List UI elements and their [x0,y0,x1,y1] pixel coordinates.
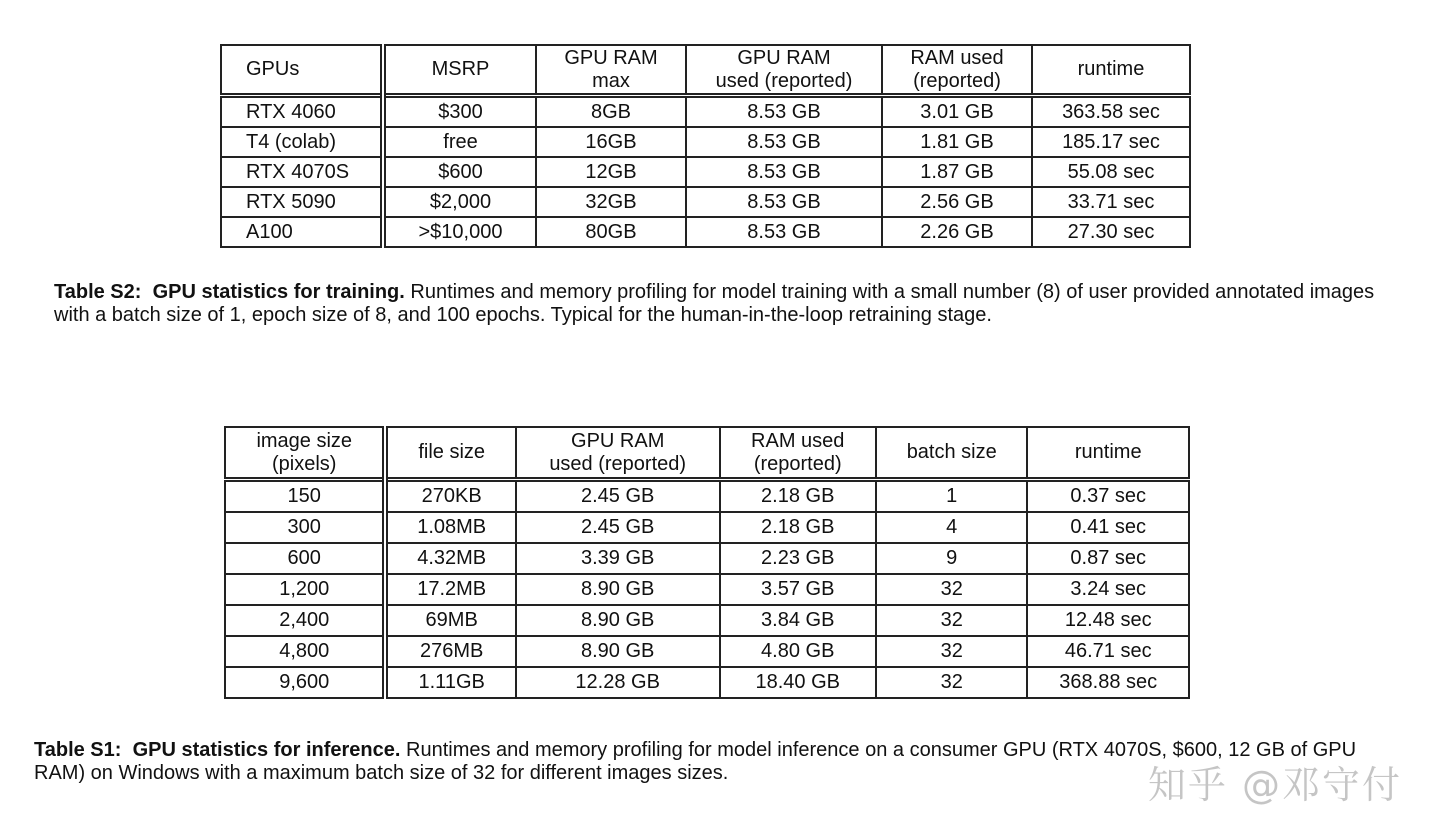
cell-runtime: 0.41 sec [1027,512,1189,543]
cell-runtime: 0.87 sec [1027,543,1189,574]
cell-gpu-ram-max: 12GB [536,157,686,187]
cell-runtime: 46.71 sec [1027,636,1189,667]
cell-image-size: 600 [225,543,385,574]
header-ram-used: RAM used (reported) [720,427,876,480]
table-row [221,187,1190,217]
cell-ram-used: 4.80 GB [720,636,876,667]
cell-batch-size: 32 [876,605,1027,636]
caption-text: Runtimes and memory profiling for model inference on a consumer GPU (RTX 4070S, $600, 12 GB of GPU RAM) on Windows with a maximum batch size of 32 for different images sizes. [34,739,1357,784]
caption-title: GPU statistics for training. [152,281,405,303]
cell-runtime: 368.88 sec [1027,667,1189,698]
cell-gpu: A100 [221,217,383,247]
cell-msrp: $300 [383,96,536,128]
cell-gpu-ram-used: 3.39 GB [516,543,720,574]
cell-gpu-ram-used: 2.45 GB [516,512,720,543]
cell-ram-used: 2.23 GB [720,543,876,574]
cell-ram-used: 3.57 GB [720,574,876,605]
cell-gpu-ram-used: 2.45 GB [516,480,720,513]
header-gpu-ram-used: GPU RAM used (reported) [516,427,720,480]
cell-gpu-ram-used: 8.90 GB [516,574,720,605]
cell-image-size: 4,800 [225,636,385,667]
cell-ram-used: 2.56 GB [882,187,1032,217]
zhihu-watermark: 知乎 @邓守付 [1147,763,1402,807]
table-header-row [225,427,1189,480]
header-file-size: file size [385,427,515,480]
cell-gpu-ram-used: 8.53 GB [686,187,882,217]
cell-msrp: >$10,000 [383,217,536,247]
header-gpus: GPUs [221,45,383,96]
header-gpu-ram-max: GPU RAM max [536,45,686,96]
cell-runtime: 0.37 sec [1027,480,1189,513]
cell-gpu-ram-used: 8.53 GB [686,127,882,157]
cell-gpu: RTX 4060 [221,96,383,128]
cell-gpu-ram-used: 8.53 GB [686,157,882,187]
caption-title: GPU statistics for inference. [132,739,401,761]
cell-runtime: 363.58 sec [1032,96,1190,128]
header-image-size: image size (pixels) [225,427,385,480]
cell-ram-used: 2.26 GB [882,217,1032,247]
header-ram-used: RAM used (reported) [882,45,1032,96]
cell-ram-used: 3.84 GB [720,605,876,636]
header-batch-size: batch size [876,427,1027,480]
cell-gpu-ram-used: 8.53 GB [686,217,882,247]
caption-label: Table S2: [54,281,142,303]
gpu-training-table [220,44,1191,248]
table-row [221,217,1190,247]
cell-file-size: 1.11GB [385,667,515,698]
table-row [225,667,1189,698]
cell-image-size: 300 [225,512,385,543]
caption-label: Table S1: [34,739,122,761]
cell-runtime: 12.48 sec [1027,605,1189,636]
header-msrp: MSRP [383,45,536,96]
header-runtime: runtime [1027,427,1189,480]
table-row [225,543,1189,574]
cell-runtime: 33.71 sec [1032,187,1190,217]
cell-file-size: 69MB [385,605,515,636]
cell-gpu: RTX 4070S [221,157,383,187]
cell-file-size: 4.32MB [385,543,515,574]
cell-gpu-ram-max: 16GB [536,127,686,157]
cell-file-size: 17.2MB [385,574,515,605]
cell-ram-used: 1.81 GB [882,127,1032,157]
table-row [225,636,1189,667]
cell-ram-used: 18.40 GB [720,667,876,698]
cell-gpu-ram-used: 8.53 GB [686,96,882,128]
table-row [221,127,1190,157]
cell-gpu-ram-max: 8GB [536,96,686,128]
table-row [225,480,1189,513]
cell-gpu-ram-max: 32GB [536,187,686,217]
cell-runtime: 55.08 sec [1032,157,1190,187]
cell-image-size: 150 [225,480,385,513]
table-row [225,574,1189,605]
table-header-row [221,45,1190,96]
cell-file-size: 1.08MB [385,512,515,543]
table-row [221,96,1190,128]
table-row [225,605,1189,636]
cell-ram-used: 2.18 GB [720,512,876,543]
cell-ram-used: 3.01 GB [882,96,1032,128]
cell-file-size: 276MB [385,636,515,667]
cell-batch-size: 4 [876,512,1027,543]
cell-batch-size: 32 [876,667,1027,698]
header-runtime: runtime [1032,45,1190,96]
header-gpu-ram-used: GPU RAM used (reported) [686,45,882,96]
cell-gpu: RTX 5090 [221,187,383,217]
cell-batch-size: 32 [876,574,1027,605]
gpu-inference-table [224,426,1190,699]
cell-ram-used: 2.18 GB [720,480,876,513]
cell-batch-size: 9 [876,543,1027,574]
table-s2-caption [54,281,1394,327]
caption-text: Runtimes and memory profiling for model training with a small number (8) of user provided annotated images with a batch size of 1, epoch size of 8, and 100 epochs. Typical for the human-in-the-loop retraining stage. [54,281,1375,326]
cell-image-size: 9,600 [225,667,385,698]
cell-batch-size: 32 [876,636,1027,667]
cell-gpu: T4 (colab) [221,127,383,157]
cell-gpu-ram-used: 8.90 GB [516,605,720,636]
cell-ram-used: 1.87 GB [882,157,1032,187]
cell-gpu-ram-used: 8.90 GB [516,636,720,667]
cell-batch-size: 1 [876,480,1027,513]
cell-msrp: $600 [383,157,536,187]
cell-msrp: $2,000 [383,187,536,217]
table-row [221,157,1190,187]
cell-file-size: 270KB [385,480,515,513]
cell-image-size: 2,400 [225,605,385,636]
cell-image-size: 1,200 [225,574,385,605]
cell-runtime: 185.17 sec [1032,127,1190,157]
cell-msrp: free [383,127,536,157]
table-row [225,512,1189,543]
cell-runtime: 3.24 sec [1027,574,1189,605]
cell-gpu-ram-used: 12.28 GB [516,667,720,698]
cell-gpu-ram-max: 80GB [536,217,686,247]
cell-runtime: 27.30 sec [1032,217,1190,247]
